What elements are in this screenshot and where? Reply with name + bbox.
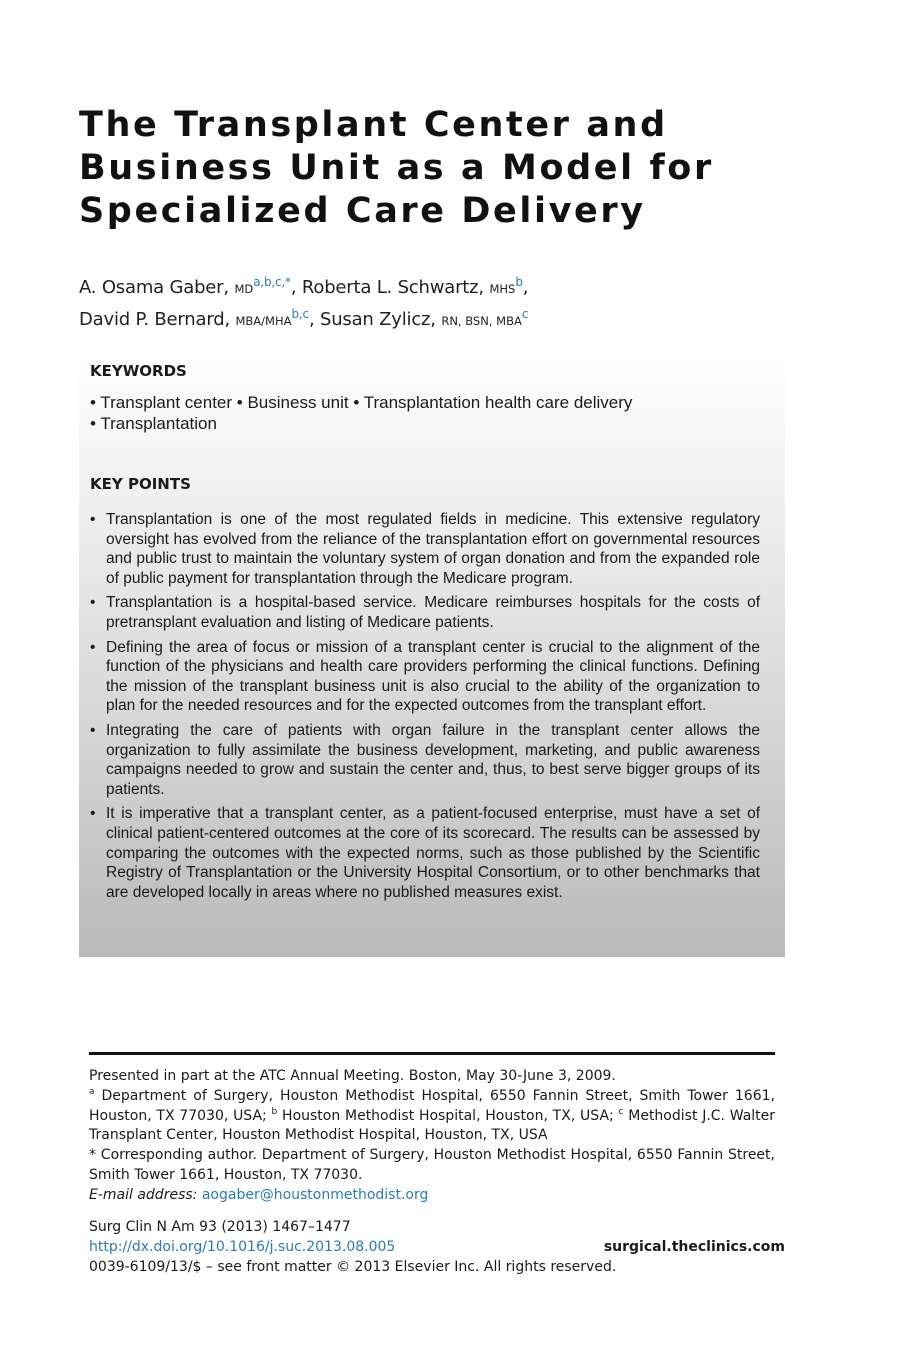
bullet-icon: •	[90, 594, 96, 612]
doi-link[interactable]: http://dx.doi.org/10.1016/j.suc.2013.08.005	[89, 1239, 396, 1255]
author-separator: ,	[290, 277, 302, 298]
affiliation-mark: a	[89, 1086, 95, 1097]
title-line: Specialized Care Delivery	[79, 191, 646, 231]
presented-note: Presented in part at the ATC Annual Meeting. Boston, May 30-June 3, 2009.	[89, 1068, 616, 1084]
key-point: • Defining the area of focus or mission of a transplant center is crucial to the alignment of the function of the physicians and health care providers performing the clinical functions. Defining the mission of the transplant business unit is also crucial to the ability of the organization to plan for the needed resources and for the expected outcomes from the transplant effort.	[90, 638, 760, 715]
title-line: Business Unit as a Model for	[79, 148, 714, 188]
affiliation-a: Department of Surgery, Houston Methodist Hospital, 6550 Fannin Street, Smith Tower 1661, Houston, TX 77030, USA;	[89, 1087, 775, 1124]
footnotes	[89, 1067, 775, 1206]
keyword-item: • Business unit	[236, 393, 349, 412]
email-label: E-mail address:	[89, 1186, 198, 1203]
keyword-item: • Transplant center	[90, 393, 233, 412]
bullet-icon: •	[90, 721, 96, 739]
author-degree: MD	[234, 282, 254, 296]
author-degree: RN, BSN, MBA	[441, 314, 522, 328]
keywords-keypoints-panel	[79, 347, 785, 957]
journal-info	[89, 1217, 785, 1277]
keyword-item: • Transplantation	[90, 414, 217, 433]
bullet-icon: •	[90, 638, 96, 656]
author-separator: ,	[308, 309, 320, 330]
key-point: • Integrating the care of patients with organ failure in the transplant center allows the organization to fully assimilate the business development, marketing, and public awareness campaigns needed to grow and sustain the center and, thus, to best serve bigger groups of its patients.	[90, 721, 760, 798]
journal-site[interactable]: surgical.theclinics.com	[603, 1239, 785, 1255]
author-name: Roberta L. Schwartz,	[301, 277, 484, 298]
author-name: David P. Bernard,	[79, 309, 230, 330]
key-point: • It is imperative that a transplant center, as a patient-focused enterprise, must have a set of clinical patient-centered outcomes at the core of its scorecard. The results can be assessed by comparing the outcomes with the expected norms, such as those published by the Scientific Registry of Transplantation or the University Hospital Consortium, or to other benchmarks that are developed locally in areas where no published measures exist.	[90, 805, 760, 901]
bullet-icon: •	[90, 511, 96, 528]
corresponding-note: * Corresponding author. Department of Surgery, Houston Methodist Hospital, 6550 Fannin Street, Smith Tower 1661, Houston, TX 77030.	[89, 1147, 775, 1183]
keyword-list	[90, 392, 770, 434]
author-affiliation[interactable]: b	[515, 275, 523, 289]
author-name: Susan Zylicz,	[319, 309, 436, 330]
footnote-divider	[89, 1052, 775, 1055]
journal-citation: Surg Clin N Am 93 (2013) 1467–1477	[89, 1219, 351, 1235]
key-point: • Transplantation is one of the most regulated fields in medicine. This extensive regulatory oversight has evolved from the reliance of the transplantation effort on governmental resources and public trust to maintain the voluntary system of organ donation and from the expanded role of public payment for transplantation through the Medicare program.	[90, 511, 760, 587]
author-affiliation[interactable]: c	[521, 307, 529, 321]
affiliations-note	[89, 1087, 775, 1146]
author-list	[79, 270, 839, 334]
keyword-item: • Transplantation health care delivery	[353, 393, 633, 412]
email-note	[89, 1186, 775, 1206]
author-separator: ,	[522, 277, 529, 298]
key-points-heading: KEY POINTS	[90, 475, 191, 493]
email-link[interactable]: aogaber@houstonmethodist.org	[201, 1186, 429, 1203]
bullet-icon: •	[90, 805, 96, 823]
author-degree: MBA/MHA	[235, 314, 292, 328]
copyright-line: 0039-6109/13/$ – see front matter © 2013 Elsevier Inc. All rights reserved.	[89, 1259, 617, 1275]
article-title	[79, 104, 839, 233]
affiliation-c: Methodist J.C. Walter Transplant Center, Houston Methodist Hospital, Houston, TX, USA	[89, 1107, 776, 1144]
key-points-list	[90, 510, 760, 907]
title-line: The Transplant Center and	[79, 105, 668, 145]
author-affiliation[interactable]: a,b,c,*	[253, 275, 291, 289]
author-affiliation[interactable]: b,c	[291, 307, 309, 321]
affiliation-mark: c	[618, 1106, 624, 1117]
affiliation-mark: b	[271, 1106, 278, 1117]
keywords-heading: KEYWORDS	[90, 362, 187, 380]
author-degree: MHS	[489, 282, 516, 296]
author-name: A. Osama Gaber,	[79, 277, 229, 298]
key-point: • Transplantation is a hospital-based service. Medicare reimburses hospitals for the costs of pretransplant evaluation and listing of Medicare patients.	[90, 594, 760, 631]
affiliation-b: Houston Methodist Hospital, Houston, TX, USA;	[282, 1107, 614, 1124]
